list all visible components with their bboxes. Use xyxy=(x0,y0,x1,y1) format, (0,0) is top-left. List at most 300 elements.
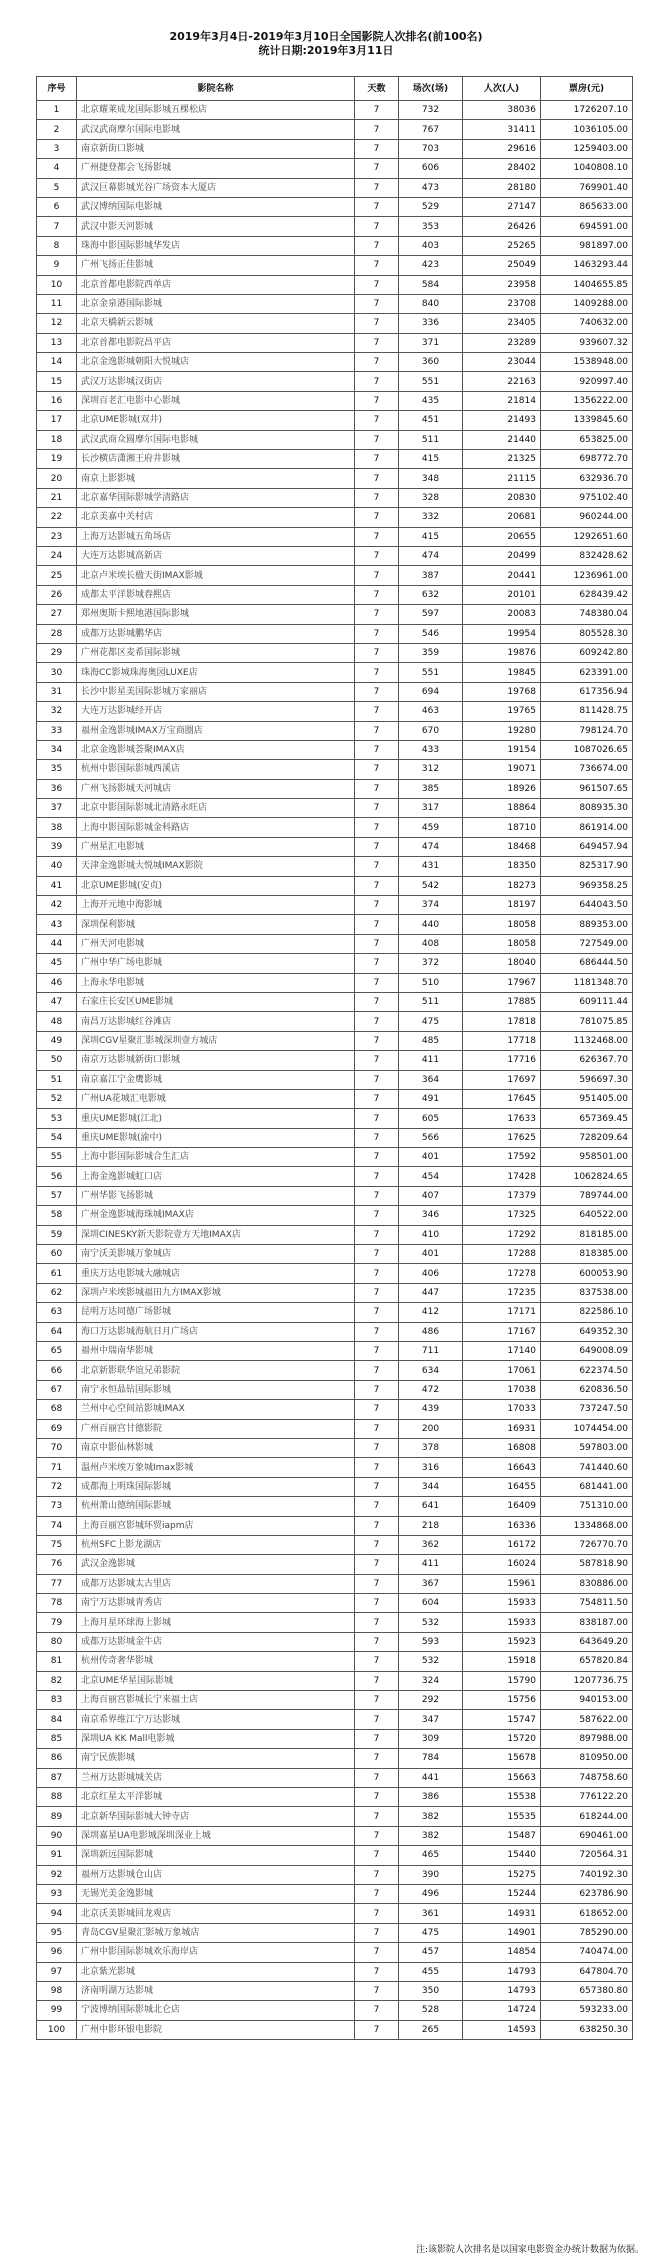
admissions-cell: 15275 xyxy=(463,1865,541,1884)
screenings-cell: 447 xyxy=(399,1283,463,1302)
admissions-cell: 15756 xyxy=(463,1691,541,1710)
cinema-name-cell: 济南明湖万达影城 xyxy=(77,1981,355,2000)
table-row xyxy=(37,546,633,565)
admissions-cell: 17288 xyxy=(463,1245,541,1264)
admissions-cell: 21493 xyxy=(463,411,541,430)
screenings-cell: 371 xyxy=(399,333,463,352)
screenings-cell: 474 xyxy=(399,837,463,856)
box-office-cell: 643649.20 xyxy=(541,1632,633,1651)
cinema-name-cell: 深圳卢米埃影城福田九方IMAX影城 xyxy=(77,1283,355,1302)
box-office-cell: 808935.30 xyxy=(541,799,633,818)
box-office-cell: 781075.85 xyxy=(541,1012,633,1031)
cinema-name-cell: 北京天橋新云影城 xyxy=(77,314,355,333)
cinema-name-cell: 成都太平洋影城春熙店 xyxy=(77,585,355,604)
box-office-cell: 951405.00 xyxy=(541,1089,633,1108)
rank-cell: 71 xyxy=(37,1458,77,1477)
screenings-cell: 604 xyxy=(399,1594,463,1613)
box-office-cell: 647804.70 xyxy=(541,1962,633,1981)
admissions-cell: 23958 xyxy=(463,275,541,294)
admissions-cell: 14854 xyxy=(463,1943,541,1962)
table-row xyxy=(37,1303,633,1322)
table-row xyxy=(37,1109,633,1128)
table-row xyxy=(37,566,633,585)
screenings-cell: 423 xyxy=(399,256,463,275)
footnote: 注:该影院人次排名是以国家电影资金办统计数据为依据。 xyxy=(415,2245,644,2255)
rank-cell: 37 xyxy=(37,799,77,818)
cinema-name-cell: 杭州萧山德纳国际影城 xyxy=(77,1497,355,1516)
box-office-cell: 609111.44 xyxy=(541,992,633,1011)
screenings-cell: 407 xyxy=(399,1186,463,1205)
cinema-name-cell: 昆明万达同德广场影城 xyxy=(77,1303,355,1322)
table-row xyxy=(37,1458,633,1477)
screenings-cell: 840 xyxy=(399,294,463,313)
cinema-name-cell: 温州卢米埃万象城Imax影城 xyxy=(77,1458,355,1477)
box-office-cell: 740632.00 xyxy=(541,314,633,333)
cinema-name-cell: 南京上影影城 xyxy=(77,469,355,488)
admissions-cell: 17592 xyxy=(463,1148,541,1167)
admissions-cell: 17140 xyxy=(463,1342,541,1361)
table-row xyxy=(37,1865,633,1884)
admissions-cell: 14901 xyxy=(463,1923,541,1942)
rank-cell: 55 xyxy=(37,1148,77,1167)
cinema-name-cell: 北京新影联华谊兄弟影院 xyxy=(77,1361,355,1380)
days-cell: 7 xyxy=(355,1458,399,1477)
cinema-name-cell: 北京沃美影城回龙观店 xyxy=(77,1904,355,1923)
table-row xyxy=(37,1283,633,1302)
admissions-cell: 20830 xyxy=(463,488,541,507)
screenings-cell: 605 xyxy=(399,1109,463,1128)
days-cell: 7 xyxy=(355,1535,399,1554)
days-cell: 7 xyxy=(355,624,399,643)
table-row xyxy=(37,740,633,759)
admissions-cell: 17718 xyxy=(463,1031,541,1050)
screenings-cell: 529 xyxy=(399,197,463,216)
admissions-cell: 20101 xyxy=(463,585,541,604)
admissions-cell: 21440 xyxy=(463,430,541,449)
days-cell: 7 xyxy=(355,605,399,624)
table-row xyxy=(37,915,633,934)
cinema-name-cell: 天津金逸影城大悦城IMAX影院 xyxy=(77,857,355,876)
admissions-cell: 15790 xyxy=(463,1671,541,1690)
days-cell: 7 xyxy=(355,469,399,488)
screenings-cell: 433 xyxy=(399,740,463,759)
box-office-cell: 690461.00 xyxy=(541,1826,633,1845)
cinema-name-cell: 北京美嘉中关村店 xyxy=(77,508,355,527)
rank-cell: 66 xyxy=(37,1361,77,1380)
admissions-cell: 20441 xyxy=(463,566,541,585)
rank-cell: 86 xyxy=(37,1749,77,1768)
rank-cell: 98 xyxy=(37,1981,77,2000)
rank-cell: 32 xyxy=(37,702,77,721)
screenings-cell: 455 xyxy=(399,1962,463,1981)
admissions-cell: 18058 xyxy=(463,934,541,953)
cinema-name-cell: 上海永华电影城 xyxy=(77,973,355,992)
cinema-name-cell: 北京UME华星国际影城 xyxy=(77,1671,355,1690)
admissions-cell: 14931 xyxy=(463,1904,541,1923)
rank-cell: 50 xyxy=(37,1051,77,1070)
rank-cell: 68 xyxy=(37,1400,77,1419)
screenings-cell: 332 xyxy=(399,508,463,527)
table-row xyxy=(37,1031,633,1050)
table-row xyxy=(37,818,633,837)
screenings-cell: 784 xyxy=(399,1749,463,1768)
screenings-cell: 632 xyxy=(399,585,463,604)
table-row xyxy=(37,120,633,139)
screenings-cell: 463 xyxy=(399,702,463,721)
admissions-cell: 28180 xyxy=(463,178,541,197)
rank-cell: 65 xyxy=(37,1342,77,1361)
cinema-name-cell: 上海万达影城五角场店 xyxy=(77,527,355,546)
table-row xyxy=(37,992,633,1011)
days-cell: 7 xyxy=(355,1245,399,1264)
cinema-name-cell: 广州中华广场电影城 xyxy=(77,954,355,973)
admissions-cell: 15923 xyxy=(463,1632,541,1651)
screenings-cell: 387 xyxy=(399,566,463,585)
table-row xyxy=(37,159,633,178)
rank-cell: 75 xyxy=(37,1535,77,1554)
box-office-cell: 920997.40 xyxy=(541,372,633,391)
days-cell: 7 xyxy=(355,799,399,818)
rank-cell: 82 xyxy=(37,1671,77,1690)
screenings-cell: 411 xyxy=(399,1555,463,1574)
screenings-cell: 767 xyxy=(399,120,463,139)
box-office-cell: 969358.25 xyxy=(541,876,633,895)
admissions-cell: 17697 xyxy=(463,1070,541,1089)
days-cell: 7 xyxy=(355,101,399,120)
admissions-cell: 19765 xyxy=(463,702,541,721)
screenings-cell: 511 xyxy=(399,992,463,1011)
box-office-cell: 597803.00 xyxy=(541,1438,633,1457)
table-row xyxy=(37,721,633,740)
rank-cell: 25 xyxy=(37,566,77,585)
admissions-cell: 21115 xyxy=(463,469,541,488)
rank-cell: 99 xyxy=(37,2001,77,2020)
cinema-name-cell: 广州UA花城汇电影城 xyxy=(77,1089,355,1108)
table-row xyxy=(37,1089,633,1108)
box-office-cell: 751310.00 xyxy=(541,1497,633,1516)
table-row xyxy=(37,1322,633,1341)
header-cinema-name: 影院名称 xyxy=(77,77,355,101)
screenings-cell: 584 xyxy=(399,275,463,294)
days-cell: 7 xyxy=(355,1342,399,1361)
table-row xyxy=(37,1535,633,1554)
screenings-cell: 732 xyxy=(399,101,463,120)
header-rank: 序号 xyxy=(37,77,77,101)
box-office-cell: 623391.00 xyxy=(541,663,633,682)
box-office-cell: 587622.00 xyxy=(541,1710,633,1729)
rank-cell: 94 xyxy=(37,1904,77,1923)
cinema-name-cell: 广州华影飞扬影城 xyxy=(77,1186,355,1205)
days-cell: 7 xyxy=(355,197,399,216)
screenings-cell: 359 xyxy=(399,643,463,662)
days-cell: 7 xyxy=(355,508,399,527)
table-row xyxy=(37,1768,633,1787)
cinema-name-cell: 上海开元地中海影城 xyxy=(77,896,355,915)
table-row xyxy=(37,624,633,643)
table-row xyxy=(37,682,633,701)
admissions-cell: 17645 xyxy=(463,1089,541,1108)
cinema-name-cell: 成都海上明珠国际影城 xyxy=(77,1477,355,1496)
days-cell: 7 xyxy=(355,1477,399,1496)
days-cell: 7 xyxy=(355,1167,399,1186)
cinema-name-cell: 重庆UME影城(渝中) xyxy=(77,1128,355,1147)
table-row xyxy=(37,605,633,624)
table-row xyxy=(37,333,633,352)
box-office-cell: 785290.00 xyxy=(541,1923,633,1942)
cinema-name-cell: 成都万达影城太古里店 xyxy=(77,1574,355,1593)
rank-cell: 21 xyxy=(37,488,77,507)
cinema-name-cell: 北京嘉华国际影城学清路店 xyxy=(77,488,355,507)
table-row xyxy=(37,585,633,604)
screenings-cell: 374 xyxy=(399,896,463,915)
admissions-cell: 14793 xyxy=(463,1981,541,2000)
days-cell: 7 xyxy=(355,372,399,391)
days-cell: 7 xyxy=(355,353,399,372)
screenings-cell: 347 xyxy=(399,1710,463,1729)
box-office-cell: 698772.70 xyxy=(541,450,633,469)
days-cell: 7 xyxy=(355,1962,399,1981)
admissions-cell: 15244 xyxy=(463,1884,541,1903)
box-office-cell: 961507.65 xyxy=(541,779,633,798)
days-cell: 7 xyxy=(355,1652,399,1671)
table-row xyxy=(37,1167,633,1186)
admissions-cell: 17292 xyxy=(463,1225,541,1244)
screenings-cell: 641 xyxy=(399,1497,463,1516)
rank-cell: 39 xyxy=(37,837,77,856)
report-title xyxy=(0,30,652,58)
rank-cell: 9 xyxy=(37,256,77,275)
days-cell: 7 xyxy=(355,1303,399,1322)
rank-cell: 96 xyxy=(37,1943,77,1962)
box-office-cell: 681441.00 xyxy=(541,1477,633,1496)
table-row xyxy=(37,508,633,527)
cinema-name-cell: 南京中影仙林影城 xyxy=(77,1438,355,1457)
days-cell: 7 xyxy=(355,1594,399,1613)
rank-cell: 57 xyxy=(37,1186,77,1205)
rank-cell: 28 xyxy=(37,624,77,643)
box-office-cell: 748758.60 xyxy=(541,1768,633,1787)
days-cell: 7 xyxy=(355,294,399,313)
screenings-cell: 694 xyxy=(399,682,463,701)
screenings-cell: 457 xyxy=(399,1943,463,1962)
admissions-cell: 20083 xyxy=(463,605,541,624)
days-cell: 7 xyxy=(355,740,399,759)
rank-cell: 15 xyxy=(37,372,77,391)
box-office-cell: 653825.00 xyxy=(541,430,633,449)
cinema-name-cell: 长沙中影星美国际影城万家丽店 xyxy=(77,682,355,701)
days-cell: 7 xyxy=(355,1051,399,1070)
rank-cell: 36 xyxy=(37,779,77,798)
screenings-cell: 361 xyxy=(399,1904,463,1923)
admissions-cell: 16808 xyxy=(463,1438,541,1457)
days-cell: 7 xyxy=(355,139,399,158)
box-office-cell: 975102.40 xyxy=(541,488,633,507)
rank-cell: 20 xyxy=(37,469,77,488)
days-cell: 7 xyxy=(355,1264,399,1283)
screenings-cell: 200 xyxy=(399,1419,463,1438)
admissions-cell: 16455 xyxy=(463,1477,541,1496)
cinema-name-cell: 广州飞扬正佳影城 xyxy=(77,256,355,275)
box-office-cell: 620836.50 xyxy=(541,1380,633,1399)
screenings-cell: 496 xyxy=(399,1884,463,1903)
admissions-cell: 21814 xyxy=(463,391,541,410)
rank-cell: 12 xyxy=(37,314,77,333)
cinema-name-cell: 武汉巨幕影城光谷广场资本大厦店 xyxy=(77,178,355,197)
rank-cell: 13 xyxy=(37,333,77,352)
box-office-cell: 649457.94 xyxy=(541,837,633,856)
admissions-cell: 26426 xyxy=(463,217,541,236)
box-office-cell: 818385.00 xyxy=(541,1245,633,1264)
box-office-cell: 1074454.00 xyxy=(541,1419,633,1438)
screenings-cell: 411 xyxy=(399,1051,463,1070)
table-row xyxy=(37,1555,633,1574)
rank-cell: 70 xyxy=(37,1438,77,1457)
screenings-cell: 711 xyxy=(399,1342,463,1361)
cinema-name-cell: 北京金逸影城荟聚IMAX店 xyxy=(77,740,355,759)
cinema-name-cell: 杭州传奇奢华影城 xyxy=(77,1652,355,1671)
admissions-cell: 16643 xyxy=(463,1458,541,1477)
days-cell: 7 xyxy=(355,1516,399,1535)
box-office-cell: 740192.30 xyxy=(541,1865,633,1884)
table-row xyxy=(37,1342,633,1361)
rank-cell: 95 xyxy=(37,1923,77,1942)
rank-cell: 79 xyxy=(37,1613,77,1632)
box-office-cell: 1726207.10 xyxy=(541,101,633,120)
days-cell: 7 xyxy=(355,702,399,721)
screenings-cell: 546 xyxy=(399,624,463,643)
cinema-name-cell: 广州中影国际影城欢乐海岸店 xyxy=(77,1943,355,1962)
box-office-cell: 818185.00 xyxy=(541,1225,633,1244)
cinema-name-cell: 兰州中心空间站影城IMAX xyxy=(77,1400,355,1419)
cinema-name-cell: 深圳保利影城 xyxy=(77,915,355,934)
days-cell: 7 xyxy=(355,915,399,934)
screenings-cell: 390 xyxy=(399,1865,463,1884)
cinema-name-cell: 广州星汇电影城 xyxy=(77,837,355,856)
rank-cell: 62 xyxy=(37,1283,77,1302)
screenings-cell: 312 xyxy=(399,760,463,779)
rank-cell: 14 xyxy=(37,353,77,372)
rank-cell: 59 xyxy=(37,1225,77,1244)
box-office-cell: 861914.00 xyxy=(541,818,633,837)
cinema-name-cell: 上海百丽宫影城环贸iapm店 xyxy=(77,1516,355,1535)
table-row xyxy=(37,430,633,449)
admissions-cell: 16024 xyxy=(463,1555,541,1574)
screenings-cell: 440 xyxy=(399,915,463,934)
screenings-cell: 551 xyxy=(399,372,463,391)
days-cell: 7 xyxy=(355,527,399,546)
screenings-cell: 475 xyxy=(399,1923,463,1942)
box-office-cell: 1404655.85 xyxy=(541,275,633,294)
cinema-name-cell: 深圳新远国际影城 xyxy=(77,1846,355,1865)
rank-cell: 7 xyxy=(37,217,77,236)
cinema-name-cell: 福州中瑞南华影城 xyxy=(77,1342,355,1361)
rank-cell: 69 xyxy=(37,1419,77,1438)
rank-cell: 11 xyxy=(37,294,77,313)
screenings-cell: 344 xyxy=(399,1477,463,1496)
cinema-name-cell: 南宁民族影城 xyxy=(77,1749,355,1768)
rank-cell: 46 xyxy=(37,973,77,992)
cinema-name-cell: 武汉武商众圆摩尔国际电影城 xyxy=(77,430,355,449)
rank-cell: 58 xyxy=(37,1206,77,1225)
admissions-cell: 17167 xyxy=(463,1322,541,1341)
rank-cell: 51 xyxy=(37,1070,77,1089)
table-row xyxy=(37,1516,633,1535)
admissions-cell: 14793 xyxy=(463,1962,541,1981)
table-row xyxy=(37,702,633,721)
box-office-cell: 889353.00 xyxy=(541,915,633,934)
days-cell: 7 xyxy=(355,1031,399,1050)
screenings-cell: 451 xyxy=(399,411,463,430)
rank-cell: 64 xyxy=(37,1322,77,1341)
days-cell: 7 xyxy=(355,1089,399,1108)
cinema-name-cell: 南京万达影城新街口影城 xyxy=(77,1051,355,1070)
days-cell: 7 xyxy=(355,643,399,662)
screenings-cell: 362 xyxy=(399,1535,463,1554)
rank-cell: 29 xyxy=(37,643,77,662)
box-office-cell: 741440.60 xyxy=(541,1458,633,1477)
days-cell: 7 xyxy=(355,857,399,876)
screenings-cell: 465 xyxy=(399,1846,463,1865)
admissions-cell: 15918 xyxy=(463,1652,541,1671)
box-office-cell: 981897.00 xyxy=(541,236,633,255)
box-office-cell: 960244.00 xyxy=(541,508,633,527)
admissions-cell: 20655 xyxy=(463,527,541,546)
screenings-cell: 218 xyxy=(399,1516,463,1535)
days-cell: 7 xyxy=(355,450,399,469)
rank-cell: 85 xyxy=(37,1729,77,1748)
admissions-cell: 17716 xyxy=(463,1051,541,1070)
admissions-cell: 17278 xyxy=(463,1264,541,1283)
table-row xyxy=(37,294,633,313)
rank-cell: 41 xyxy=(37,876,77,895)
days-cell: 7 xyxy=(355,1322,399,1341)
days-cell: 7 xyxy=(355,1148,399,1167)
box-office-cell: 837538.00 xyxy=(541,1283,633,1302)
screenings-cell: 454 xyxy=(399,1167,463,1186)
days-cell: 7 xyxy=(355,1109,399,1128)
table-header-row xyxy=(37,77,633,101)
admissions-cell: 15933 xyxy=(463,1594,541,1613)
table-row xyxy=(37,2020,633,2039)
screenings-cell: 401 xyxy=(399,1148,463,1167)
screenings-cell: 348 xyxy=(399,469,463,488)
days-cell: 7 xyxy=(355,1710,399,1729)
days-cell: 7 xyxy=(355,973,399,992)
rank-cell: 52 xyxy=(37,1089,77,1108)
table-row xyxy=(37,372,633,391)
admissions-cell: 23405 xyxy=(463,314,541,333)
screenings-cell: 510 xyxy=(399,973,463,992)
admissions-cell: 17325 xyxy=(463,1206,541,1225)
screenings-cell: 472 xyxy=(399,1380,463,1399)
rank-cell: 45 xyxy=(37,954,77,973)
cinema-name-cell: 石家庄长安区UME影城 xyxy=(77,992,355,1011)
days-cell: 7 xyxy=(355,663,399,682)
table-row xyxy=(37,391,633,410)
days-cell: 7 xyxy=(355,1787,399,1806)
admissions-cell: 20681 xyxy=(463,508,541,527)
table-row xyxy=(37,236,633,255)
rank-cell: 91 xyxy=(37,1846,77,1865)
rank-cell: 1 xyxy=(37,101,77,120)
admissions-cell: 14724 xyxy=(463,2001,541,2020)
rank-cell: 53 xyxy=(37,1109,77,1128)
box-office-cell: 805528.30 xyxy=(541,624,633,643)
screenings-cell: 406 xyxy=(399,1264,463,1283)
cinema-name-cell: 海口万达影城海航日月广场店 xyxy=(77,1322,355,1341)
admissions-cell: 21325 xyxy=(463,450,541,469)
box-office-cell: 1538948.00 xyxy=(541,353,633,372)
